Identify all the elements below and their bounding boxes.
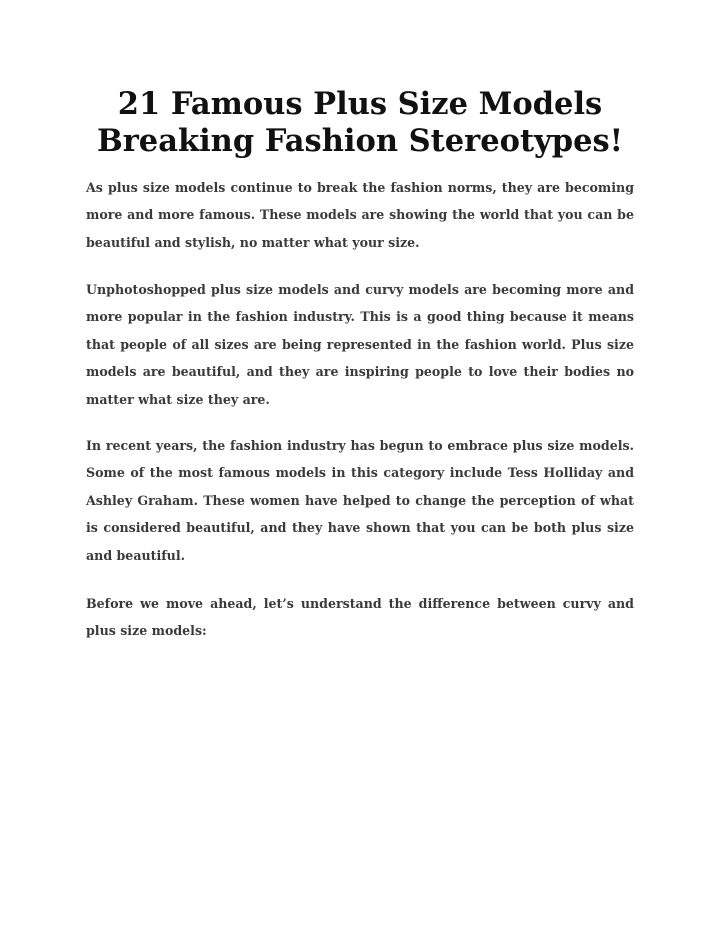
paragraph-difference: Before we move ahead, let’s understand the difference between curvy and plus size models: [86, 596, 634, 639]
paragraph-recent-years: In recent years, the fashion industry has begun to embrace plus size models. Some of the most famous models in this category include Tess Holliday and Ashley Graham. These women have helped to change the perception of what is considered beautiful, and they have shown that you can be both plus size and beautiful. [86, 438, 634, 563]
document-title: 21 Famous Plus Size Models Breaking Fashion Stereotypes! [96, 86, 624, 159]
paragraph-intro: As plus size models continue to break the fashion norms, they are becoming more and more famous. These models are showing the world that you can be beautiful and stylish, no matter what your size. [86, 180, 634, 250]
paragraph-unphotoshopped: Unphotoshopped plus size models and curvy models are becoming more and more popular in the fashion industry. This is a good thing because it means that people of all sizes are being represented in the fashion world. Plus size models are beautiful, and they are inspiring people to love their bodies no matter what size they are. [86, 282, 634, 407]
